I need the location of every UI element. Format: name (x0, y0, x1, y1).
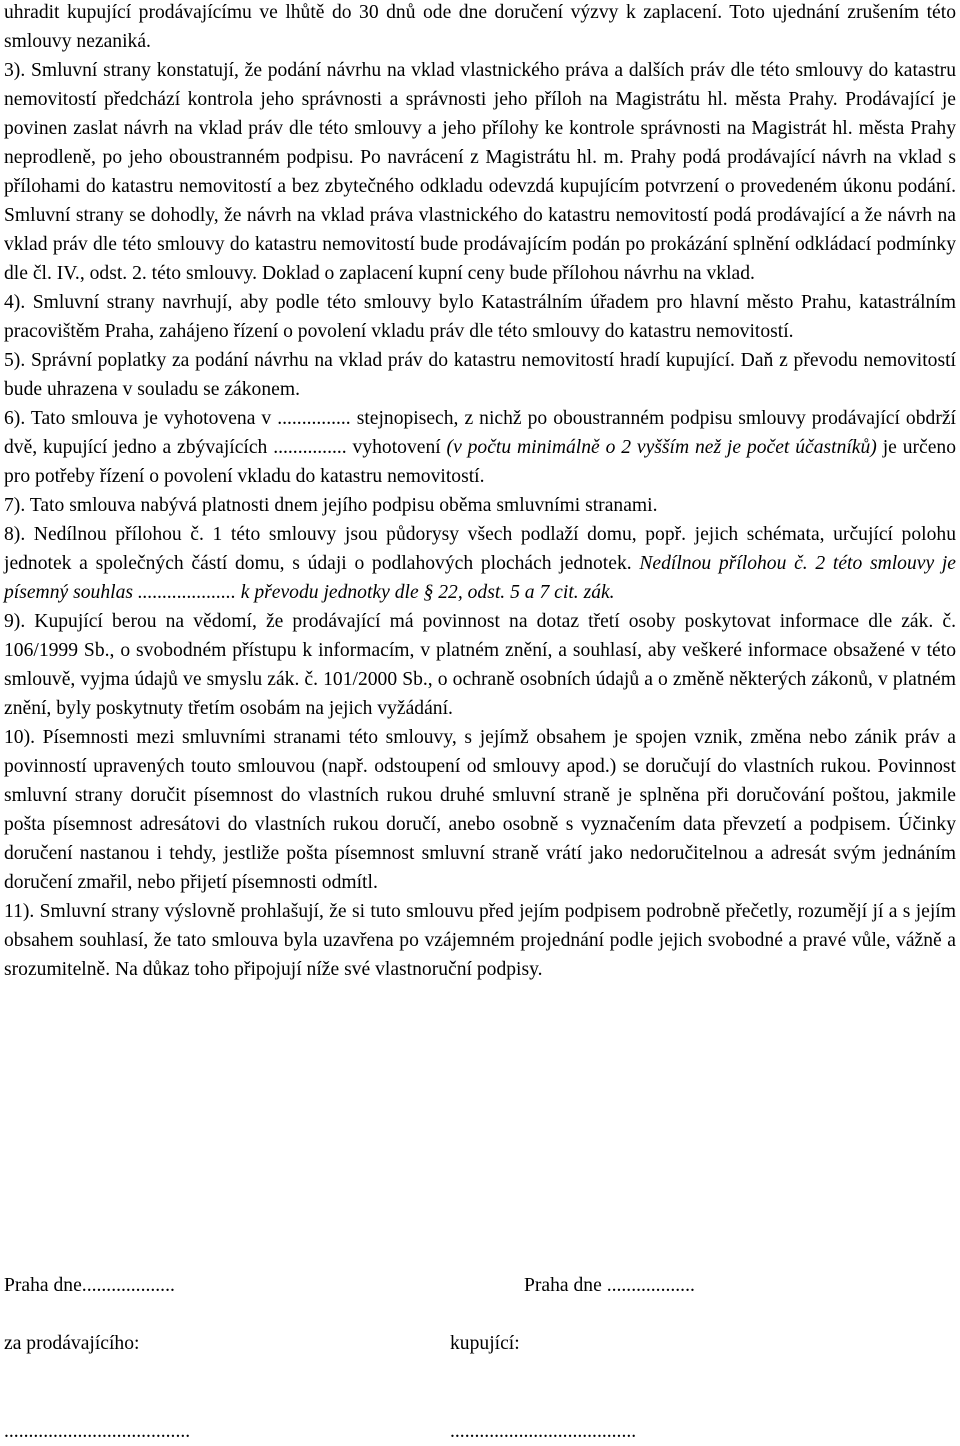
paragraph-text: 7). Tato smlouva nabývá platnosti dnem jejího podpisu oběma smluvními stranami. (4, 495, 658, 516)
buyer-party-label: kupující: (450, 1333, 520, 1354)
italic-text: Nedílnou přílohou č. 2 této smlouvy je písemný souhlas .................... k převodu jednotky dle § 22, odst. 5 a 7 cit. zák. (4, 553, 956, 603)
signature-date-row (4, 1271, 956, 1300)
paragraph-text: 6). Tato smlouva je vyhotovena v ............... stejnopisech, z nichž po oboustranném podpisu smlouvy prodávající obdrží dvě, kupující jedno a zbývajících ............... vyhotovení (4, 408, 956, 458)
paragraph-text: 4). Smluvní strany navrhují, aby podle této smlouvy bylo Katastrálním úřadem pro hlavní město Prahu, katastrálním pracovištěm Praha, zahájeno řízení o povolení vkladu práv dle této smlouvy do katastru nemovitostí. (4, 292, 956, 342)
paragraph-text: 10). Písemnosti mezi smluvními stranami této smlouvy, s jejímž obsahem je spojen vznik, změna nebo zánik práv a povinností upravených touto smlouvou (např. odstoupení od smlouvy apod.) se doručují do vlastních rukou. Povinnost smluvní strany doručit písemnost do vlastních rukou druhé smluvní straně je splněna při doručování poštou, jakmile pošta písemnost adresátovi do vlastních rukou doručí, anebo osobně s vyznačením data převzetí a podpisem. Účinky doručení nastanou i tehdy, jestliže pošta písemnost smluvní straně vrátí jako nedoručitelnou a adresát svým jednáním doručení zmařil, nebo přijetí písemnosti odmítl. (4, 727, 956, 893)
buyer-signature-line: ...................................... (450, 1421, 637, 1442)
contract-body (4, 0, 956, 984)
seller-date-line: Praha dne................... (4, 1275, 175, 1296)
paragraph-p-cont (4, 0, 956, 56)
paragraph-text: je určeno pro potřeby řízení o povolení vkladu do katastru nemovitostí. (4, 437, 956, 487)
paragraph-p9 (4, 607, 956, 723)
buyer-date-line: Praha dne .................. (524, 1275, 695, 1296)
paragraph-text: 9). Kupující berou na vědomí, že prodávající má povinnost na dotaz třetí osoby poskytovat informace dle zák. č. 106/1999 Sb., o svobodném přístupu k informacím, v platném znění, a souhlasí, aby veškeré informace obsažené v této smlouvě, vyjma údajů ve smyslu zák. č. 101/2000 Sb., o ochraně osobních údajů a o změně některých zákonů, v platném znění, byly poskytnuty třetím osobám na jejich vyžádání. (4, 611, 956, 719)
paragraph-text: 3). Smluvní strany konstatují, že podání návrhu na vklad vlastnického práva a dalších práv dle této smlouvy do katastru nemovitostí předchází kontrola jeho správnosti a správnosti jeho příloh na Magistrátu hl. města Prahy. Prodávající je povinen zaslat návrh na vklad práv dle této smlouvy a jeho přílohy ke kontrole správnosti na Magistrát hl. města Prahy neprodleně, po jeho oboustranném podpisu. Po navrácení z Magistrátu hl. m. Prahy podá prodávající návrh na vklad s přílohami do katastru nemovitostí a bez zbytečného odkladu odevzdá kupujícím potvrzení o provedeném úkonu podání. Smluvní strany se dohodly, že návrh na vklad práva vlastnického do katastru nemovitostí podá prodávající a že návrh na vklad práv dle této smlouvy do katastru nemovitostí bude prodávajícím podán po prokázání splnění odkládací podmínky dle čl. IV., odst. 2. této smlouvy. Doklad o zaplacení kupní ceny bude přílohou návrhu na vklad. (4, 60, 956, 284)
paragraph-text: 11). Smluvní strany výslovně prohlašují, že si tuto smlouvu před jejím podpisem podrobně přečetly, rozumějí jí a s jejím obsahem souhlasí, že tato smlouva byla uzavřena po vzájemném projednání podle jejich svobodné a pravé vůle, vážně a srozumitelně. Na důkaz toho připojují níže své vlastnoruční podpisy. (4, 901, 956, 980)
signature-party-row (4, 1329, 956, 1358)
italic-text: (v počtu minimálně o 2 vyšším než je počet účastníků) (446, 437, 877, 458)
paragraph-text: 8). Nedílnou přílohou č. 1 této smlouvy jsou půdorysy všech podlaží domu, popř. jejich schémata, určující polohu jednotek a společných částí domu, s údaji o podlahových plochách jednotek. (4, 524, 956, 574)
contract-page (4, 0, 956, 984)
paragraph-p7 (4, 491, 956, 520)
paragraph-p3 (4, 56, 956, 288)
seller-party-label: za prodávajícího: (4, 1333, 140, 1354)
paragraph-p10 (4, 723, 956, 897)
seller-signature-line: ...................................... (4, 1421, 191, 1442)
paragraph-p11 (4, 897, 956, 984)
signature-line-row (4, 1417, 956, 1446)
paragraph-text: 5). Správní poplatky za podání návrhu na vklad práv do katastru nemovitostí hradí kupující. Daň z převodu nemovitostí bude uhrazena v souladu se zákonem. (4, 350, 956, 400)
paragraph-p4 (4, 288, 956, 346)
paragraph-p6 (4, 404, 956, 491)
paragraph-p5 (4, 346, 956, 404)
paragraph-p8 (4, 520, 956, 607)
paragraph-text: uhradit kupující prodávajícímu ve lhůtě do 30 dnů ode dne doručení výzvy k zaplacení. Toto ujednání zrušením této smlouvy nezaniká. (4, 2, 956, 52)
